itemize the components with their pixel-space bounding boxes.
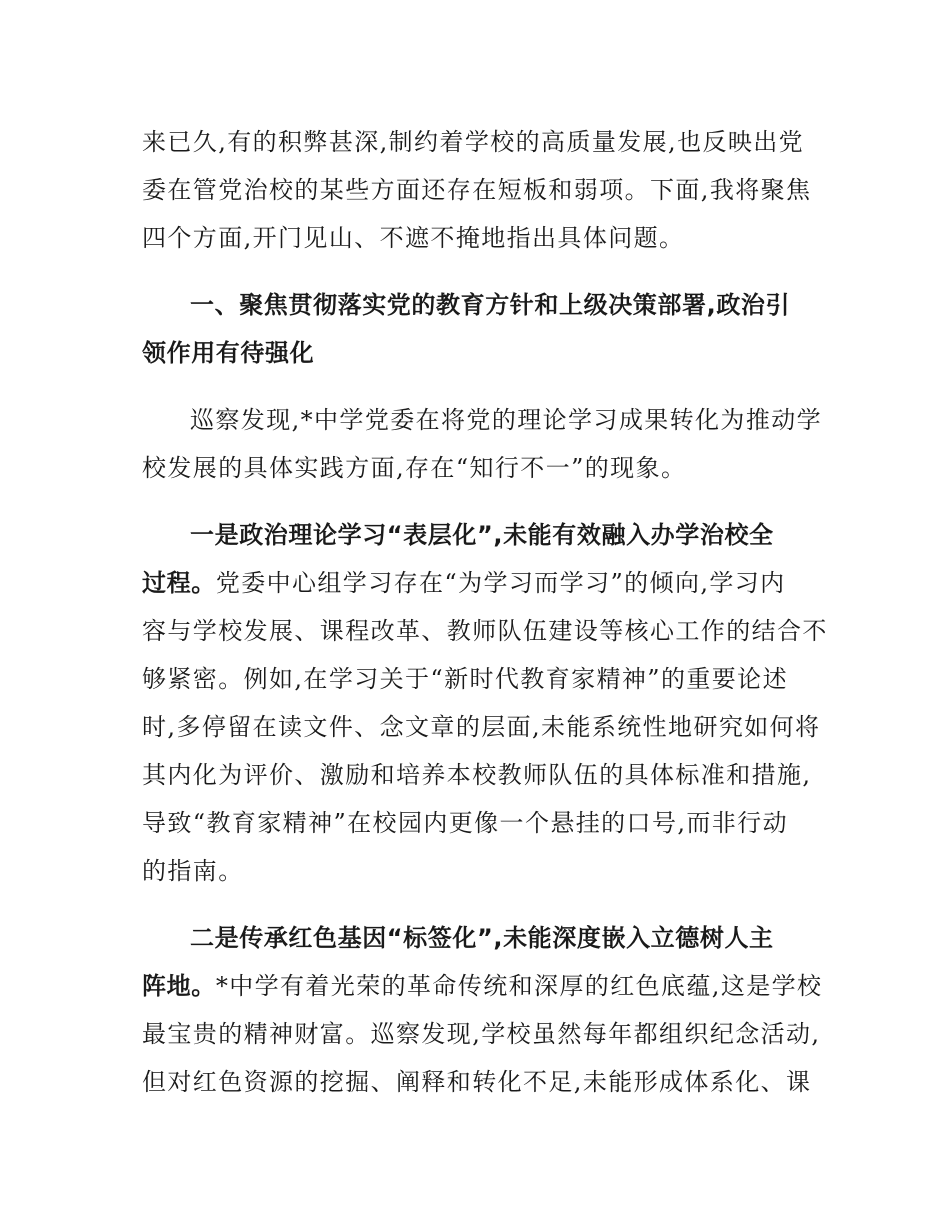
intro-line-1: 来已久,有的积弊甚深,制约着学校的高质量发展,也反映出党	[142, 128, 805, 156]
point-1-line-8: 的指南。	[142, 857, 244, 885]
point-1-paragraph	[142, 511, 828, 895]
point-1-line-7: 导致“教育家精神”在校园内更像一个悬挂的口号,而非行动	[142, 809, 788, 837]
point-1-line-3: 容与学校发展、课程改革、教师队伍建设等核心工作的结合不	[142, 617, 828, 645]
point-1-line-6: 其内化为评价、激励和培养本校教师队伍的具体标准和措施,	[142, 761, 812, 789]
intro-line-2: 委在管党治校的某些方面还存在短板和弱项。下面,我将聚焦	[142, 176, 812, 204]
intro-paragraph	[142, 118, 812, 262]
point-1-line-4: 够紧密。例如,在学习关于“新时代教育家精神”的重要论述	[142, 665, 788, 693]
point-2-paragraph	[142, 914, 823, 1106]
heading-line-2: 领作用有待强化	[142, 339, 315, 367]
intro-line-3: 四个方面,开门见山、不遮不掩地指出具体问题。	[142, 224, 685, 252]
finding-paragraph	[142, 396, 823, 492]
finding-line-1: 巡察发现,*中学党委在将党的理论学习成果转化为推动学	[190, 406, 823, 434]
point-1-line-5: 时,多停留在读文件、念文章的层面,未能系统性地研究如何将	[142, 713, 821, 741]
finding-line-2: 校发展的具体实践方面,存在“知行不一”的现象。	[142, 454, 687, 482]
point-2-bold-lead: 阵地。	[142, 972, 216, 1000]
point-1-bold-lead: 过程。	[142, 569, 216, 597]
heading-line-1: 一、聚焦贯彻落实党的教育方针和上级决策部署,政治引	[190, 291, 791, 319]
document-page	[142, 118, 828, 1106]
point-2-bold-line: 二是传承红色基因“标签化”,未能深度嵌入立德树人主	[190, 924, 774, 952]
point-1-bold-line: 一是政治理论学习“表层化”,未能有效融入办学治校全	[190, 521, 774, 549]
point-1-line-2	[142, 559, 812, 607]
point-2-line-2	[142, 962, 823, 1010]
point-1-line-2-rest: 党委中心组学习存在“为学习而学习”的倾向,学习内	[215, 569, 786, 597]
point-2-line-3: 最宝贵的精神财富。巡察发现,学校虽然每年都组织纪念活动,	[142, 1020, 821, 1048]
section-heading	[142, 281, 812, 377]
point-2-line-4: 但对红色资源的挖掘、阐释和转化不足,未能形成体系化、课	[142, 1068, 812, 1096]
point-2-line-2-rest: *中学有着光荣的革命传统和深厚的红色底蕴,这是学校	[215, 972, 823, 1000]
